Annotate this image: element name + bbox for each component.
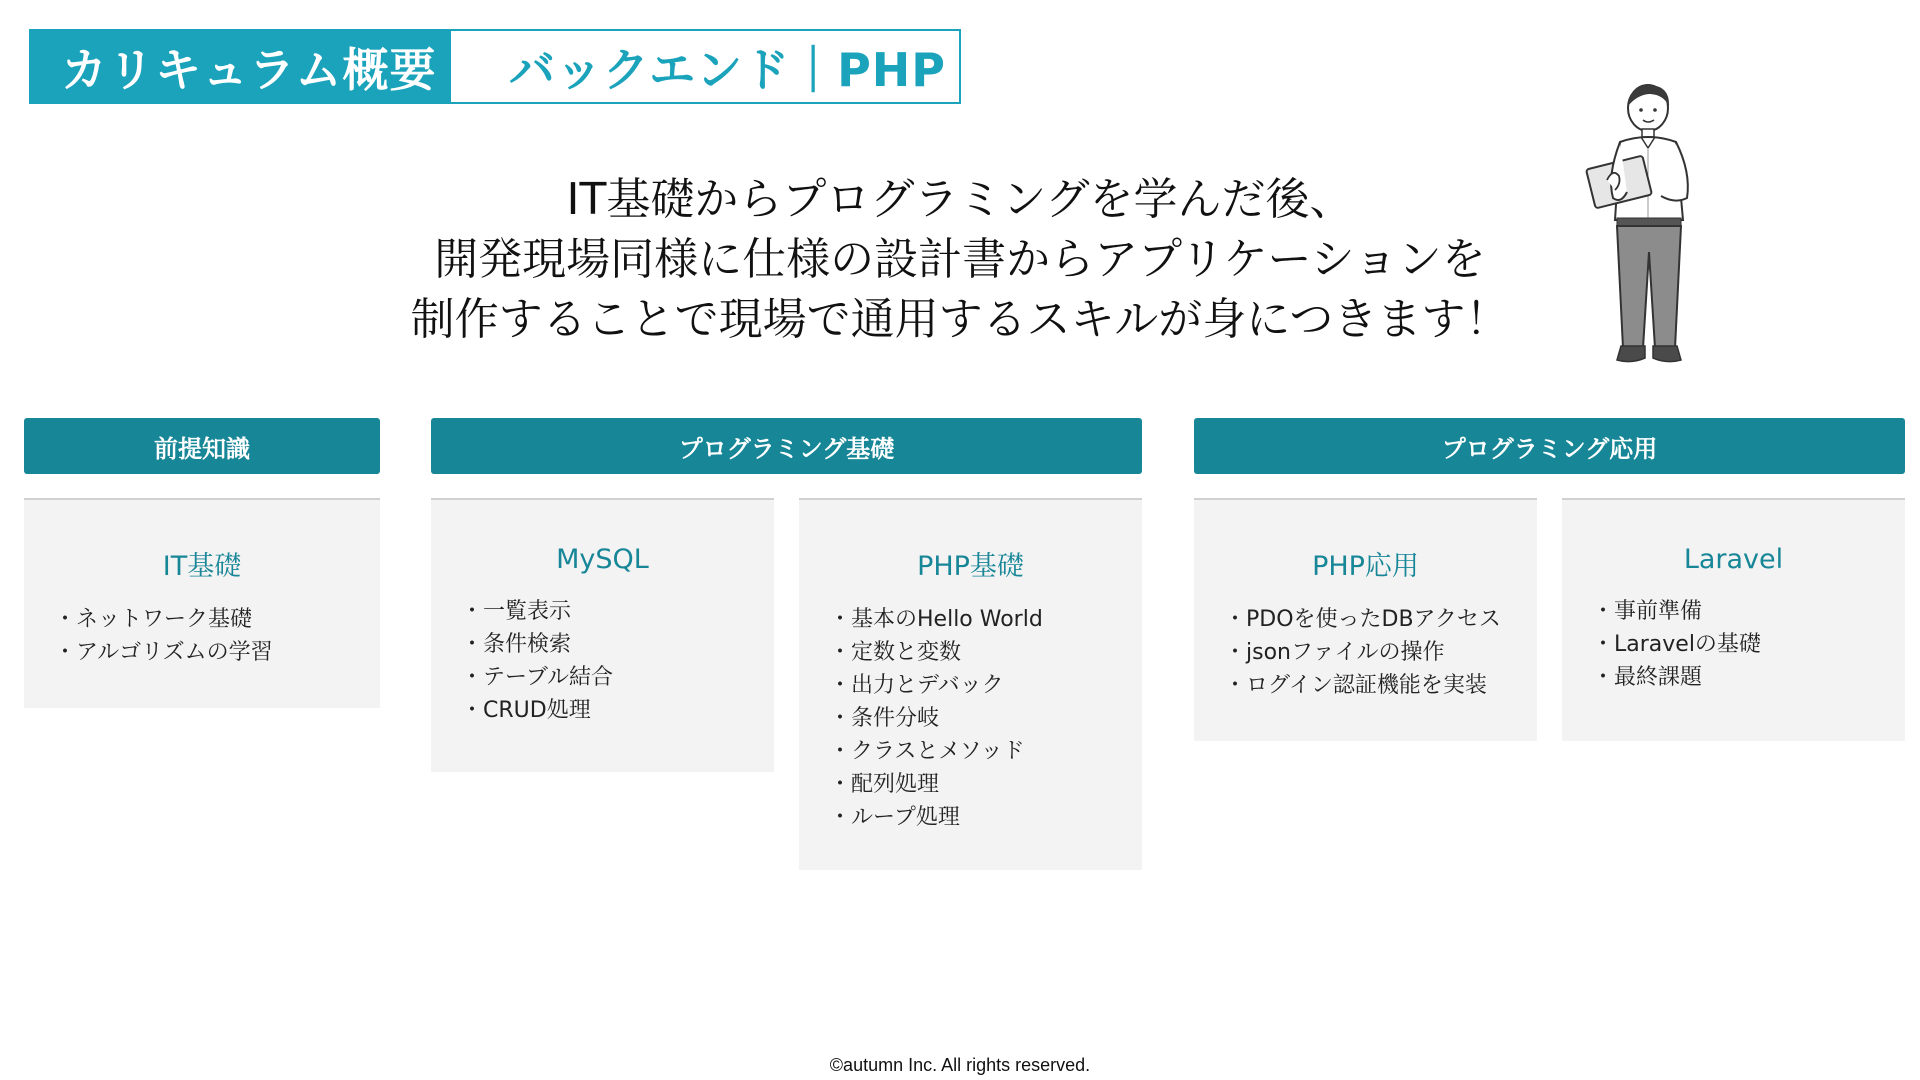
intro-line: 開発現場同様に仕様の設計書からアプリケーションを: [434, 234, 1486, 285]
card-title: PHP応用: [1312, 551, 1419, 582]
card-title: IT基礎: [162, 551, 242, 582]
card-php-basics: [799, 498, 1142, 870]
category-programming-basics: [431, 418, 1142, 474]
list-item: ・ループ処理: [829, 805, 960, 830]
list-item: ・出力とデバック: [829, 673, 1004, 698]
list-item: ・一覧表示: [461, 599, 572, 624]
list-item: ・jsonファイルの操作: [1224, 640, 1445, 665]
list-item: ・定数と変数: [829, 640, 962, 665]
list-item: ・ログイン認証機能を実装: [1224, 673, 1487, 698]
card-list: [1562, 595, 1905, 694]
list-item: ・最終課題: [1592, 665, 1703, 690]
list-item: ・クラスとメソッド: [829, 739, 1025, 764]
category-prerequisite: [24, 418, 380, 474]
list-item: ・PDOを使ったDBアクセス: [1224, 607, 1501, 632]
card-title: PHP基礎: [917, 551, 1024, 582]
person-with-tablet-icon: [1575, 80, 1725, 365]
category-label: プログラミング応用: [1441, 434, 1658, 463]
intro-line: IT基礎からプログラミングを学んだ後、: [566, 174, 1354, 225]
list-item: ・事前準備: [1592, 599, 1703, 624]
copyright-footer: ©autumn Inc. All rights reserved.: [829, 1055, 1091, 1075]
list-item: ・ネットワーク基礎: [54, 607, 253, 632]
list-item: ・配列処理: [829, 772, 940, 797]
card-it-basics: [24, 498, 380, 708]
list-item: ・Laravelの基礎: [1592, 632, 1761, 657]
category-label: 前提知識: [154, 434, 250, 463]
intro-text: [300, 170, 1620, 350]
list-item: ・条件分岐: [829, 706, 940, 731]
card-list: [24, 603, 380, 669]
card-php-applied: [1194, 498, 1537, 741]
page-title: カリキュラム概要: [31, 31, 451, 102]
card-title: Laravel: [1683, 544, 1784, 575]
category-programming-applied: [1194, 418, 1905, 474]
list-item: ・アルゴリズムの学習: [54, 640, 273, 665]
card-mysql: [431, 498, 774, 772]
list-item: ・基本のHello World: [829, 607, 1043, 632]
title-bar: [29, 29, 961, 104]
page-subtitle: バックエンド｜PHP: [509, 42, 947, 97]
list-item: ・条件検索: [461, 632, 572, 657]
card-list: [1194, 603, 1537, 702]
category-label: プログラミング基礎: [678, 434, 895, 463]
list-item: ・テーブル結合: [461, 665, 614, 690]
card-laravel: [1562, 498, 1905, 741]
card-title: MySQL: [556, 544, 649, 575]
list-item: ・CRUD処理: [461, 698, 591, 723]
card-list: [799, 603, 1142, 834]
card-list: [431, 595, 774, 727]
intro-line: 制作することで現場で通用するスキルが身につきます！: [410, 294, 1510, 345]
